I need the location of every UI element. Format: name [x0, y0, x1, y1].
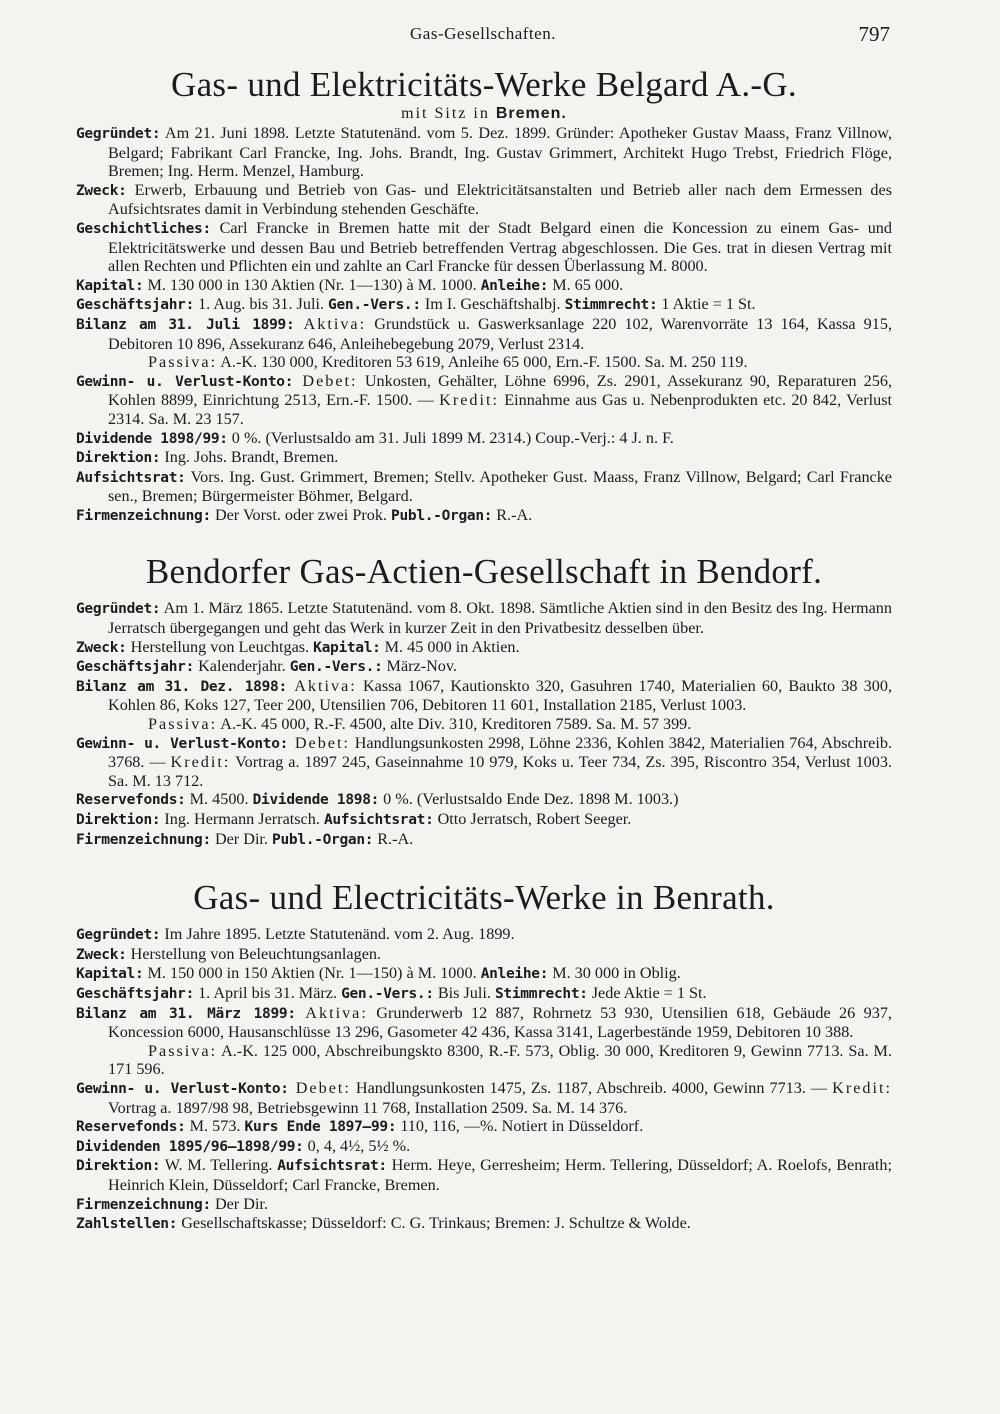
company-entries [76, 925, 892, 1234]
entry [76, 1156, 892, 1194]
entry-text: Im Jahre 1895. Letzte Statutenänd. vom 2. Aug. 1899. [160, 925, 515, 944]
entry-label: Gegründet: [76, 601, 161, 618]
entry-text: 1 Aktie = 1 St. [657, 295, 756, 314]
entry-text: Handlungsunkosten 1475, Zs. 1187, Abschreib. 4000, Gewinn 7713. — [350, 1078, 833, 1097]
entry-text: M. 150 000 in 150 Aktien (Nr. 1—150) à M. 1000. [143, 964, 481, 983]
entry-label: Geschäftsjahr: [76, 985, 195, 1002]
entry-text: M. 30 000 in Oblig. [548, 964, 681, 983]
entry-label: Gegründet: [76, 126, 161, 142]
entry-text: M. 45 000 in Aktien. [380, 637, 520, 656]
entry-text: M. 4500. [185, 790, 253, 809]
entry-label: Firmenzeichnung: [76, 1196, 211, 1213]
entry-text: A.-K. 130 000, Kreditoren 53 619, Anleihe 65 000, Ern.-F. 1500. Sa. M. 250 119. [217, 353, 748, 372]
company-title: Bendorfer Gas-Actien-Gesellschaft in Bendorf. [145, 552, 823, 592]
entry-label: Firmenzeichnung: [76, 507, 211, 524]
entry [76, 295, 892, 315]
company-title: Gas- und Electricitäts-Werke in Benrath. [193, 878, 775, 918]
entry-spaced-label: Debet: [293, 371, 358, 390]
entry-label: Publ.-Organ: [272, 831, 374, 848]
entry-label: Firmenzeichnung: [76, 831, 211, 848]
entry-text: Grundstück u. Gaswerksanlage 220 102, Warenvorräte 13 164, Kassa 915, Debitoren 10 896, Assekuranz 646, Anleihebegebung 2079, Verlust 2314. [108, 314, 892, 353]
content [76, 60, 892, 1234]
entry-label: Bilanz am 31. März 1899: [76, 1005, 296, 1022]
entry-label: Direktion: [76, 812, 161, 828]
entry [76, 372, 892, 429]
entry-text: R.-A. [373, 829, 414, 848]
entry-text: 1. April bis 31. März. [194, 983, 342, 1002]
entry-label: Gegründet: [76, 927, 161, 944]
entry [76, 925, 892, 945]
entry-label: Reservefonds: [76, 1119, 186, 1136]
entry-text: Handlungsunkosten 2998, Löhne 2336, Kohlen 3842, Materialien 764, Abschreib. 3768. — [108, 733, 892, 772]
entry-label: Dividenden 1895/96—1898/99: [76, 1138, 304, 1155]
entry-label: Zweck: [76, 182, 127, 199]
entry-spaced-label: Aktiva: [295, 1003, 368, 1022]
entry [76, 810, 892, 830]
entry-label: Geschäftsjahr: [76, 659, 195, 676]
entry-label: Kapital: [313, 639, 381, 656]
entry-label: Publ.-Organ: [391, 507, 493, 524]
entry-spaced-label: Kredit: [832, 1078, 892, 1097]
entry-text: Vortrag a. 1897 245, Gaseinnahme 10 979, Koks u. Teer 734, Zs. 395, Riscontro 354, Verlust 1003. Sa. M. 13 712. [108, 753, 892, 790]
entry-text: 0 %. (Verlustsaldo Ende Dez. 1898 M. 1003.) [379, 790, 679, 809]
entry [76, 315, 892, 353]
entry-label: Anleihe: [480, 277, 549, 294]
entry-label: Kapital: [76, 277, 144, 294]
entry [76, 715, 892, 734]
entry-label: Zweck: [76, 946, 127, 963]
entry-spaced-label: Aktiva: [294, 314, 367, 333]
entry-text: Ing. Hermann Jerratsch. [160, 810, 324, 828]
entry [76, 506, 892, 526]
entry-label: Anleihe: [480, 966, 549, 983]
subtitle-prefix: mit Sitz in [401, 105, 490, 122]
entry-label: Stimmrecht: [564, 297, 658, 314]
entry [76, 790, 892, 810]
entry-spaced-label: Debet: [288, 1078, 351, 1097]
entry-label: Kapital: [76, 966, 144, 983]
entry [76, 1214, 892, 1234]
entry-text: Der Vorst. oder zwei Prok. [210, 505, 392, 524]
entry [76, 124, 892, 181]
entry-label: Dividende 1898: [252, 792, 380, 809]
entry-text: Vors. Ing. Gust. Grimmert, Bremen; Stellv. Apotheker Gust. Maass, Franz Villnow, Belgard; Carl Francke sen., Bremen; Bürgermeister Böhmer, Belgard. [108, 467, 892, 506]
entry-label: Aufsichtsrat: [76, 469, 186, 486]
entry [76, 276, 892, 296]
entry-text: Einnahme aus Gas u. Nebenprodukten etc. 20 842, Verlust 2314. Sa. M. 23 157. [108, 391, 892, 428]
entry-spaced-label: Aktiva: [286, 676, 357, 695]
subtitle-city: Bremen. [495, 105, 567, 122]
entry-label: Geschichtliches: [76, 220, 211, 237]
entry-text: Vortrag a. 1897/98 98, Betriebsgewinn 11 768, Installation 2509. Sa. M. 14 376. [108, 1098, 628, 1117]
company-title: Gas- und Elektricitäts-Werke Belgard A.-G. [171, 65, 797, 104]
entry-text: 0 %. (Verlustsaldo am 31. Juli 1899 M. 2314.) Coup.-Verj.: 4 J. n. F. [227, 428, 674, 447]
entry [76, 638, 892, 658]
entry-label: Stimmrecht: [494, 985, 588, 1002]
entry-spaced-label: Passiva: [148, 1041, 218, 1060]
entry [76, 677, 892, 715]
entry-text: Grunderwerb 12 887, Rohrnetz 53 930, Utensilien 618, Gebäude 26 937, Koncession 6000, Hausanschlüsse 13 296, Gasometer 42 436, Kassa 3141, Lagerbestände 1959, Debitoren 10 388. [108, 1003, 892, 1042]
entry-label: Zweck: [76, 639, 127, 656]
entry-text: Herstellung von Leuchtgas. [126, 637, 314, 656]
entry-label: Zahlstellen: [76, 1216, 178, 1233]
entry-text: Unkosten, Gehälter, Löhne 6996, Zs. 2901, Assekuranz 90, Reparaturen 256, Kohlen 8899, Einrichtung 2513, Ern.-F. 1500. — [108, 371, 892, 410]
entry [76, 964, 892, 984]
entry-text: Herstellung von Beleuchtungsanlagen. [126, 944, 382, 963]
entry [76, 353, 892, 372]
entry-text: A.-K. 45 000, R.-F. 4500, alte Div. 310, Kreditoren 7589. Sa. M. 57 399. [217, 715, 692, 734]
page-number: 797 [858, 22, 890, 46]
entry-text: Der Dir. [210, 829, 273, 848]
entry-text: Kassa 1067, Kautionskto 320, Gasuhren 1740, Materialien 60, Baukto 38 300, Kohlen 86, Koks 127, Teer 200, Utensilien 706, Debitoren 11 601, Installation 2185, Verlust 1003. [108, 676, 892, 715]
entry-spaced-label: Kredit: [170, 753, 231, 772]
entry-label: Bilanz am 31. Juli 1899: [76, 316, 295, 333]
entry-text: Otto Jerratsch, Robert Seeger. [433, 810, 632, 828]
entry-label: Dividende 1898/99: [76, 430, 228, 447]
entry-label: Geschäftsjahr: [76, 297, 195, 314]
entry-label: Gewinn- u. Verlust-Konto: [76, 1080, 289, 1097]
entry [76, 1042, 892, 1079]
entry [76, 468, 892, 506]
entry-label: Kurs Ende 1897—99: [244, 1119, 397, 1136]
entry-text: Carl Francke in Bremen hatte mit der Stadt Belgard einen die Koncession zu einem Gas- und Elektricitätswerke und dessen Bau und Betrieb betreffenden Vertrag abgeschlossen. Die Ges. trat in diesen Vertrag mit allen Rechten und Pflichten ein und zahlte an Carl Francke für dessen Überlassung M. 8000. [108, 218, 892, 276]
entry-label: Gen.-Vers.: [341, 985, 434, 1002]
company-entries [76, 599, 892, 849]
entry-text: Am 21. Juni 1898. Letzte Statutenänd. vom 5. Dez. 1899. Gründer: Apotheker Gustav Maass, Franz Villnow, Belgard; Fabrikant Carl Francke, Ing. Johs. Brandt, Ing. Gustav Grimmert, Architekt Hugo Trebst, Friedrich Flöge, Bremen; Ing. Herm. Menzel, Hamburg. [108, 124, 892, 181]
entry-text: Bis Juli. [433, 983, 495, 1002]
entry-label: Aufsichtsrat: [323, 812, 434, 828]
entry-text: W. M. Tellering. [160, 1156, 278, 1175]
entry-spaced-label: Kredit: [439, 391, 499, 410]
entry-text: Herm. Heye, Gerresheim; Herm. Tellering, Düsseldorf; A. Roelofs, Benrath; Heinrich Klein, Düsseldorf; Carl Francke, Bremen. [108, 1156, 893, 1194]
entry-label: Aufsichtsrat: [277, 1158, 387, 1175]
entry [76, 1117, 892, 1137]
entry-text: Am 1. März 1865. Letzte Statutenänd. vom 8. Okt. 1898. Sämtliche Aktien sind in den Besitz des Ing. Hermann Jerratsch übergegangen und geht das Werk in kurzer Zeit in den Privatbesitz desselben über. [108, 599, 892, 638]
entry-text: R.-A. [492, 505, 533, 524]
entry-text: A.-K. 125 000, Abschreibungskto 8300, R.-F. 573, Oblig. 30 000, Kreditoren 9, Gewinn 7713. Sa. M. 171 596. [108, 1041, 892, 1079]
company-subtitle [76, 104, 892, 124]
entry-label: Gen.-Vers.: [328, 297, 421, 314]
entry [76, 1079, 892, 1117]
entry-label: Bilanz am 31. Dez. 1898: [76, 678, 287, 695]
header-title: Gas-Gesellschaften. [410, 24, 556, 43]
entry-text: Jede Aktie = 1 St. [587, 983, 707, 1002]
entry [76, 1137, 892, 1157]
entry-spaced-label: Passiva: [148, 353, 218, 372]
entry-text: Ing. Johs. Brandt, Bremen. [160, 448, 339, 467]
entry [76, 734, 892, 791]
entry-text: Kalenderjahr. [194, 657, 290, 676]
entry [76, 448, 892, 468]
company-entries [76, 124, 892, 525]
running-header [76, 22, 890, 52]
entry-label: Direktion: [76, 450, 161, 467]
entry-text: Erwerb, Erbauung und Betrieb von Gas- und Elektricitätsanstalten und Betrieb aller nach dem Ermessen des Aufsichtsrates damit in Verbindung stehenden Geschäfte. [108, 180, 892, 219]
entry-label: Gewinn- u. Verlust-Konto: [76, 373, 294, 390]
entry [76, 657, 892, 677]
entry-text: 1. Aug. bis 31. Juli. [194, 295, 329, 314]
entry-text: März-Nov. [382, 657, 457, 676]
entry [76, 984, 892, 1004]
entry-text: Im I. Geschäftshalbj. [420, 295, 565, 314]
entry-text: M. 65 000. [548, 275, 624, 294]
entry [76, 181, 892, 219]
entry-label: Reservefonds: [76, 792, 186, 809]
entry-label: Gen.-Vers.: [289, 659, 383, 676]
entry [76, 219, 892, 276]
entry-label: Gewinn- u. Verlust-Konto: [76, 735, 289, 752]
entry-spaced-label: Debet: [288, 733, 350, 752]
entry [76, 830, 892, 850]
entry-text: M. 130 000 in 130 Aktien (Nr. 1—130) à M. 1000. [143, 275, 481, 294]
entry-text: Der Dir. [210, 1194, 268, 1213]
entry-label: Direktion: [76, 1158, 161, 1175]
entry-text: 110, 116, —%. Notiert in Düsseldorf. [396, 1117, 644, 1136]
company-benrath [76, 877, 892, 1234]
entry-text: Gesellschaftskasse; Düsseldorf: C. G. Trinkaus; Bremen: J. Schultze & Wolde. [177, 1214, 691, 1233]
entry [76, 1195, 892, 1215]
entry [76, 599, 892, 637]
company-belgard [76, 64, 892, 525]
entry [76, 429, 892, 449]
entry [76, 945, 892, 965]
entry [76, 1004, 892, 1042]
entry-text: M. 573. [185, 1117, 245, 1136]
entry-spaced-label: Passiva: [148, 715, 218, 734]
company-bendorf [76, 551, 892, 849]
entry-text: 0, 4, 4½, 5½ %. [303, 1136, 411, 1155]
